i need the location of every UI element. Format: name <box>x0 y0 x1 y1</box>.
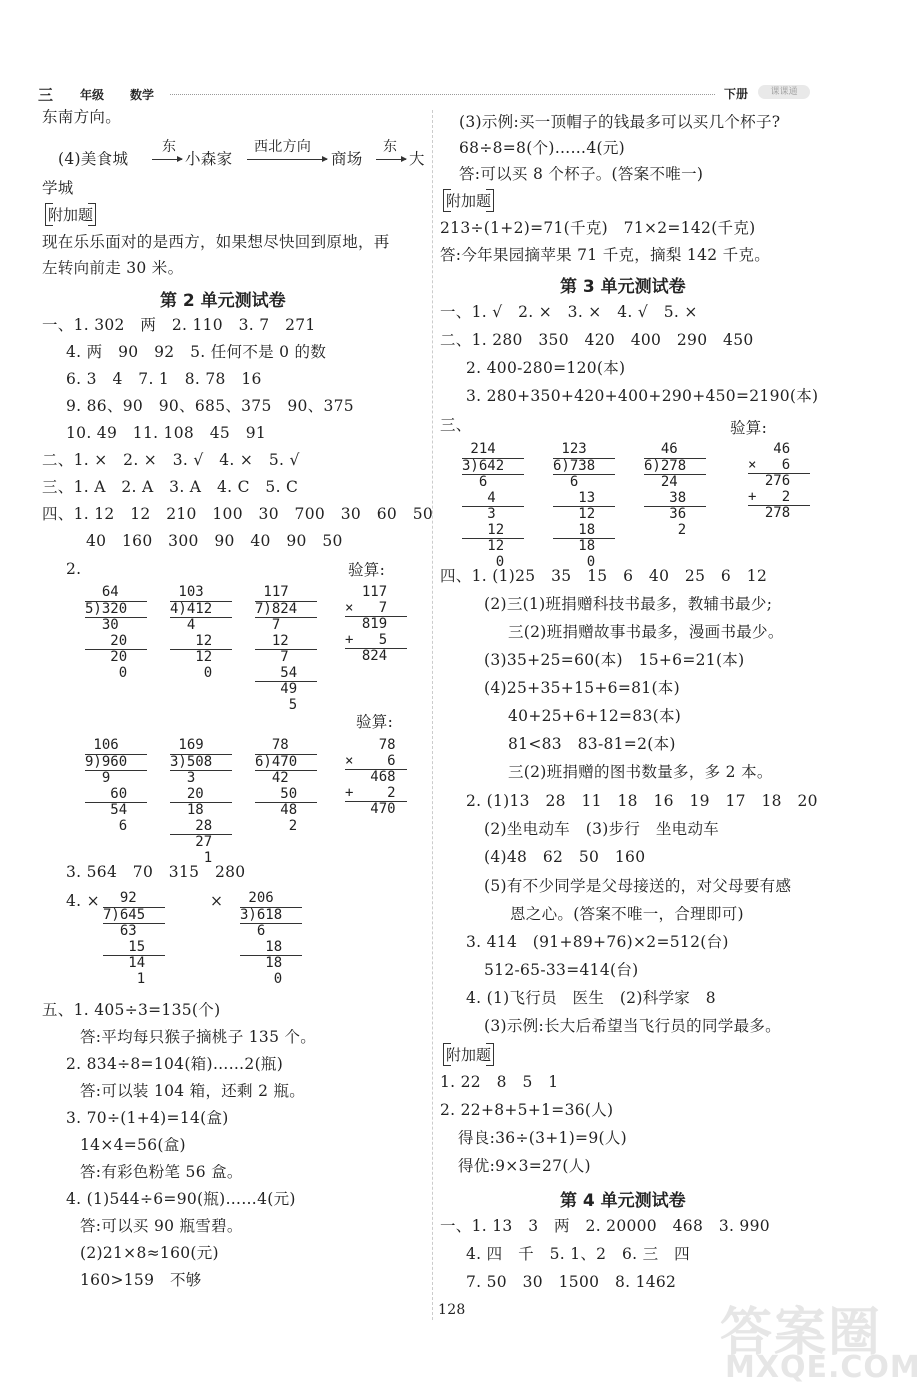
line: 68÷8=8(个)……4(元) <box>459 139 625 157</box>
division-row: 49 <box>255 681 317 698</box>
check-label: 验算: <box>730 419 768 437</box>
grade-label: 年级 <box>80 88 105 102</box>
line: 6. 3 4 7. 1 8. 78 16 <box>66 370 262 388</box>
line: 左转向前走 30 米。 <box>42 259 184 277</box>
division-row: 3)618 <box>240 907 302 924</box>
division-row: 4 <box>170 617 232 634</box>
division-row: 6 <box>462 474 524 491</box>
long-division <box>255 585 317 713</box>
line: 现在乐乐面对的是西方，如果想尽快回到原地，再 <box>42 233 390 251</box>
division-row: 3)642 <box>462 458 524 475</box>
arrow-icon <box>376 159 406 160</box>
division-row: 206 <box>240 890 274 906</box>
division-row: 2 <box>644 521 687 538</box>
division-row: 7 <box>255 649 317 666</box>
division-row: 103 <box>170 584 204 600</box>
division-row: 468 <box>345 769 407 786</box>
line: 9. 86、90 90、685、375 90、375 <box>66 397 354 415</box>
long-division <box>85 585 147 681</box>
division-row: 28 <box>170 817 213 834</box>
line: 81<83 83-81=2(本) <box>508 735 676 753</box>
line: 一、1. √ 2. × 3. × 4. √ 5. × <box>440 303 698 321</box>
division-row: 38 <box>644 489 687 506</box>
division-row: + 2 <box>748 488 791 505</box>
line: 三、 <box>440 416 472 434</box>
line: 3. 280+350+420+400+290+450=2190(本) <box>466 387 819 405</box>
line: (5)有不少同学是父母接送的，对父母要有感 <box>484 877 792 895</box>
line: 10. 49 11. 108 45 91 <box>66 424 267 442</box>
check-label: 验算: <box>348 561 386 579</box>
line: 4. 两 90 92 5. 任何不是 0 的数 <box>66 343 327 361</box>
line: 答:可以买 90 瓶雪碧。 <box>80 1217 243 1235</box>
division-row: 50 <box>255 785 298 802</box>
bonus-heading: 附加题 <box>446 1046 492 1064</box>
division-row: 12 <box>170 649 232 666</box>
grade-number: 三 <box>38 86 54 104</box>
division-row: 30 <box>85 617 147 634</box>
division-row: 9 <box>85 770 147 787</box>
line: 40+25+6+12=83(本) <box>508 707 682 725</box>
division-row: 12 <box>553 506 615 523</box>
long-division <box>103 891 165 987</box>
division-row: 4 <box>462 489 496 506</box>
line: 2. 834÷8=104(箱)……2(瓶) <box>66 1055 284 1073</box>
line: (3)示例:买一顶帽子的钱最多可以买几个杯子? <box>459 113 781 131</box>
section-title: 第 4 单元测试卷 <box>560 1191 686 1211</box>
division-row: 92 <box>103 890 137 906</box>
route-end-tail: 学城 <box>42 179 74 197</box>
line: 4. × <box>66 892 100 910</box>
division-row: 0 <box>170 664 213 681</box>
line: 3. 564 70 315 280 <box>66 863 246 881</box>
line: 三、1. A 2. A 3. A 4. C 5. C <box>42 478 299 496</box>
division-row: + 2 <box>345 784 396 801</box>
division-row: 6 <box>553 474 615 491</box>
line: (4)48 62 50 160 <box>484 848 646 866</box>
division-row: 60 <box>85 785 128 802</box>
line: 一、1. 302 两 2. 110 3. 7 271 <box>42 316 316 334</box>
line: 3. 414 (91+89+76)×2=512(台) <box>466 933 729 951</box>
division-row: 214 <box>462 441 496 457</box>
subject-label: 数学 <box>130 88 155 102</box>
line: 2. 400-280=120(本) <box>466 359 626 377</box>
long-division <box>553 442 615 570</box>
division-row: 169 <box>170 737 204 753</box>
line: 答:平均每只猴子摘桃子 135 个。 <box>80 1028 317 1046</box>
division-row: 12 <box>462 521 505 538</box>
division-row: 824 <box>345 648 407 665</box>
line: 五、1. 405÷3=135(个) <box>42 1001 221 1019</box>
division-row: 15 <box>103 938 146 955</box>
division-row: × 6 <box>345 752 396 769</box>
division-row: 106 <box>85 737 119 753</box>
section-title: 第 3 单元测试卷 <box>560 277 686 297</box>
mark: × <box>210 892 224 910</box>
line: 答:可以装 104 箱，还剩 2 瓶。 <box>80 1082 306 1100</box>
line: 答:有彩色粉笔 56 盒。 <box>80 1163 243 1181</box>
division-row: 36 <box>644 506 706 523</box>
route-label-east: 东 <box>383 139 398 155</box>
division-row: 18 <box>240 938 283 955</box>
long-division <box>255 738 317 834</box>
line: 160>159 不够 <box>80 1271 202 1289</box>
arrow-icon <box>152 159 182 160</box>
line: (2)坐电动车 (3)步行 坐电动车 <box>484 820 720 838</box>
route-label-northwest: 西北方向 <box>254 139 312 155</box>
division-row: 7 <box>255 617 317 634</box>
division-row: 1 <box>103 970 146 987</box>
line: 得优:9×3=27(人) <box>458 1157 591 1175</box>
long-division <box>462 442 524 570</box>
line: 二、1. 280 350 420 400 290 450 <box>440 331 754 349</box>
long-division <box>170 585 232 681</box>
arrow-icon <box>247 159 327 160</box>
division-row: 3)508 <box>170 754 232 771</box>
division-row: 54 <box>255 664 298 681</box>
line: 东南方向。 <box>42 108 122 126</box>
division-row: 14 <box>103 955 165 972</box>
division-row: 12 <box>462 538 524 555</box>
division-row: 2 <box>255 817 298 834</box>
line: 三(2)班捐赠的图书数量多，多 2 本。 <box>508 763 773 781</box>
division-row: 6 <box>85 817 128 834</box>
bonus-heading: 附加题 <box>48 206 94 224</box>
division-row: 64 <box>85 584 119 600</box>
division-row: 46 <box>748 441 791 457</box>
line: 答:可以买 8 个杯子。(答案不唯一) <box>459 165 704 183</box>
line: 4. (1)飞行员 医生 (2)科学家 8 <box>466 989 716 1007</box>
line: 得良:36÷(3+1)=9(人) <box>458 1129 627 1147</box>
division-row: 24 <box>644 474 706 491</box>
column-divider <box>432 110 433 1320</box>
division-row: 18 <box>170 802 232 819</box>
division-row: 63 <box>103 923 165 940</box>
division-row: 18 <box>553 538 615 555</box>
division-row: 7)824 <box>255 601 317 618</box>
line: 答:今年果园摘苹果 71 千克，摘梨 142 千克。 <box>440 246 771 264</box>
division-row: 117 <box>345 584 388 600</box>
division-row: 20 <box>85 632 128 649</box>
division-row: 3 <box>462 506 524 523</box>
division-row: 3 <box>170 770 232 787</box>
division-row: 27 <box>170 834 232 851</box>
division-row: 470 <box>345 801 407 818</box>
division-row: 18 <box>553 521 596 538</box>
line: 14×4=56(盒) <box>80 1136 186 1154</box>
long-division <box>170 738 232 866</box>
division-row: 0 <box>553 553 596 570</box>
volume-label: 下册 <box>724 87 749 101</box>
division-row: 278 <box>748 505 810 522</box>
section-title: 第 2 单元测试卷 <box>160 291 286 311</box>
watermark-url: MXQE.COM <box>725 1350 921 1385</box>
division-row: 1 <box>170 849 213 866</box>
division-row: 6)278 <box>644 458 706 475</box>
line: (2)三(1)班捐赠科技书最多，教辅书最少; <box>484 595 773 613</box>
division-row: 6)738 <box>553 458 615 475</box>
division-row: 20 <box>170 785 204 802</box>
line: 二、1. × 2. × 3. √ 4. × 5. √ <box>42 451 300 469</box>
line: 四、1. (1)25 35 15 6 40 25 6 12 <box>440 567 768 585</box>
route-end: 大 <box>409 150 425 168</box>
division-row: 5 <box>255 696 298 713</box>
division-row: 48 <box>255 802 317 819</box>
line: 40 160 300 90 40 90 50 <box>86 532 343 550</box>
division-row: 42 <box>255 770 317 787</box>
line: (3)示例:长大后希望当飞行员的同学最多。 <box>484 1017 781 1035</box>
division-row: 13 <box>553 489 596 506</box>
division-row: 0 <box>462 553 505 570</box>
line: 2. 22+8+5+1=36(人) <box>440 1101 614 1119</box>
line: 四、1. 12 12 210 100 30 700 30 60 50 <box>42 505 434 523</box>
long-division <box>644 442 706 538</box>
vertical-check <box>748 442 810 522</box>
division-row: 20 <box>85 649 147 666</box>
series-logo: 课课通 <box>758 85 810 99</box>
route-label-east: 东 <box>162 139 177 155</box>
header-rule <box>170 94 715 95</box>
long-division <box>240 891 302 987</box>
watermark-logo: 答案圈 <box>720 1303 883 1363</box>
division-row: 6 <box>240 923 302 940</box>
vertical-check <box>345 738 407 818</box>
division-row: 6)470 <box>255 754 317 771</box>
division-row: 78 <box>255 737 289 753</box>
line: 213÷(1+2)=71(千克) 71×2=142(千克) <box>440 219 756 237</box>
line: (4)25+35+15+6=81(本) <box>484 679 680 697</box>
vertical-check <box>345 585 407 665</box>
division-row: 46 <box>644 441 678 457</box>
line: 三(2)班捐赠故事书最多，漫画书最少。 <box>508 623 784 641</box>
route-stop: 商场 <box>331 150 363 168</box>
line: 7. 50 30 1500 8. 1462 <box>466 1273 677 1291</box>
division-row: 0 <box>85 664 128 681</box>
division-row: 123 <box>553 441 587 457</box>
route-stop: 小森家 <box>185 150 233 168</box>
route-start: (4)美食城 <box>58 150 129 168</box>
line: 2. (1)13 28 11 18 16 19 17 18 20 <box>466 792 818 810</box>
line: (2)21×8≈160(元) <box>80 1244 219 1262</box>
division-row: 117 <box>255 584 289 600</box>
line: 一、1. 13 3 两 2. 20000 468 3. 990 <box>440 1217 770 1235</box>
line: 4. (1)544÷6=90(瓶)……4(元) <box>66 1190 296 1208</box>
division-row: 12 <box>170 632 213 649</box>
division-row: 78 <box>345 737 396 753</box>
division-row: × 6 <box>748 456 791 473</box>
division-row: 7)645 <box>103 907 165 924</box>
bonus-heading: 附加题 <box>446 192 492 210</box>
long-division <box>85 738 147 834</box>
division-row: 18 <box>240 955 302 972</box>
page-number: 128 <box>438 1302 466 1318</box>
division-row: + 5 <box>345 631 388 648</box>
division-row: 54 <box>85 802 147 819</box>
division-row: 9)960 <box>85 754 147 771</box>
question-number: 2. <box>66 560 82 578</box>
division-row: × 7 <box>345 599 388 616</box>
division-row: 819 <box>345 616 407 633</box>
line: (3)35+25=60(本) 15+6=21(本) <box>484 651 745 669</box>
check-label: 验算: <box>356 713 394 731</box>
division-row: 4)412 <box>170 601 232 618</box>
line: 512-65-33=414(台) <box>484 961 639 979</box>
line: 4. 四 千 5. 1、2 6. 三 四 <box>466 1245 690 1263</box>
line: 恩之心。(答案不唯一，合理即可) <box>510 905 744 923</box>
division-row: 0 <box>240 970 283 987</box>
line: 3. 70÷(1+4)=14(盒) <box>66 1109 229 1127</box>
division-row: 276 <box>748 473 810 490</box>
line: 1. 22 8 5 1 <box>440 1073 559 1091</box>
division-row: 5)320 <box>85 601 147 618</box>
division-row: 12 <box>255 632 289 649</box>
